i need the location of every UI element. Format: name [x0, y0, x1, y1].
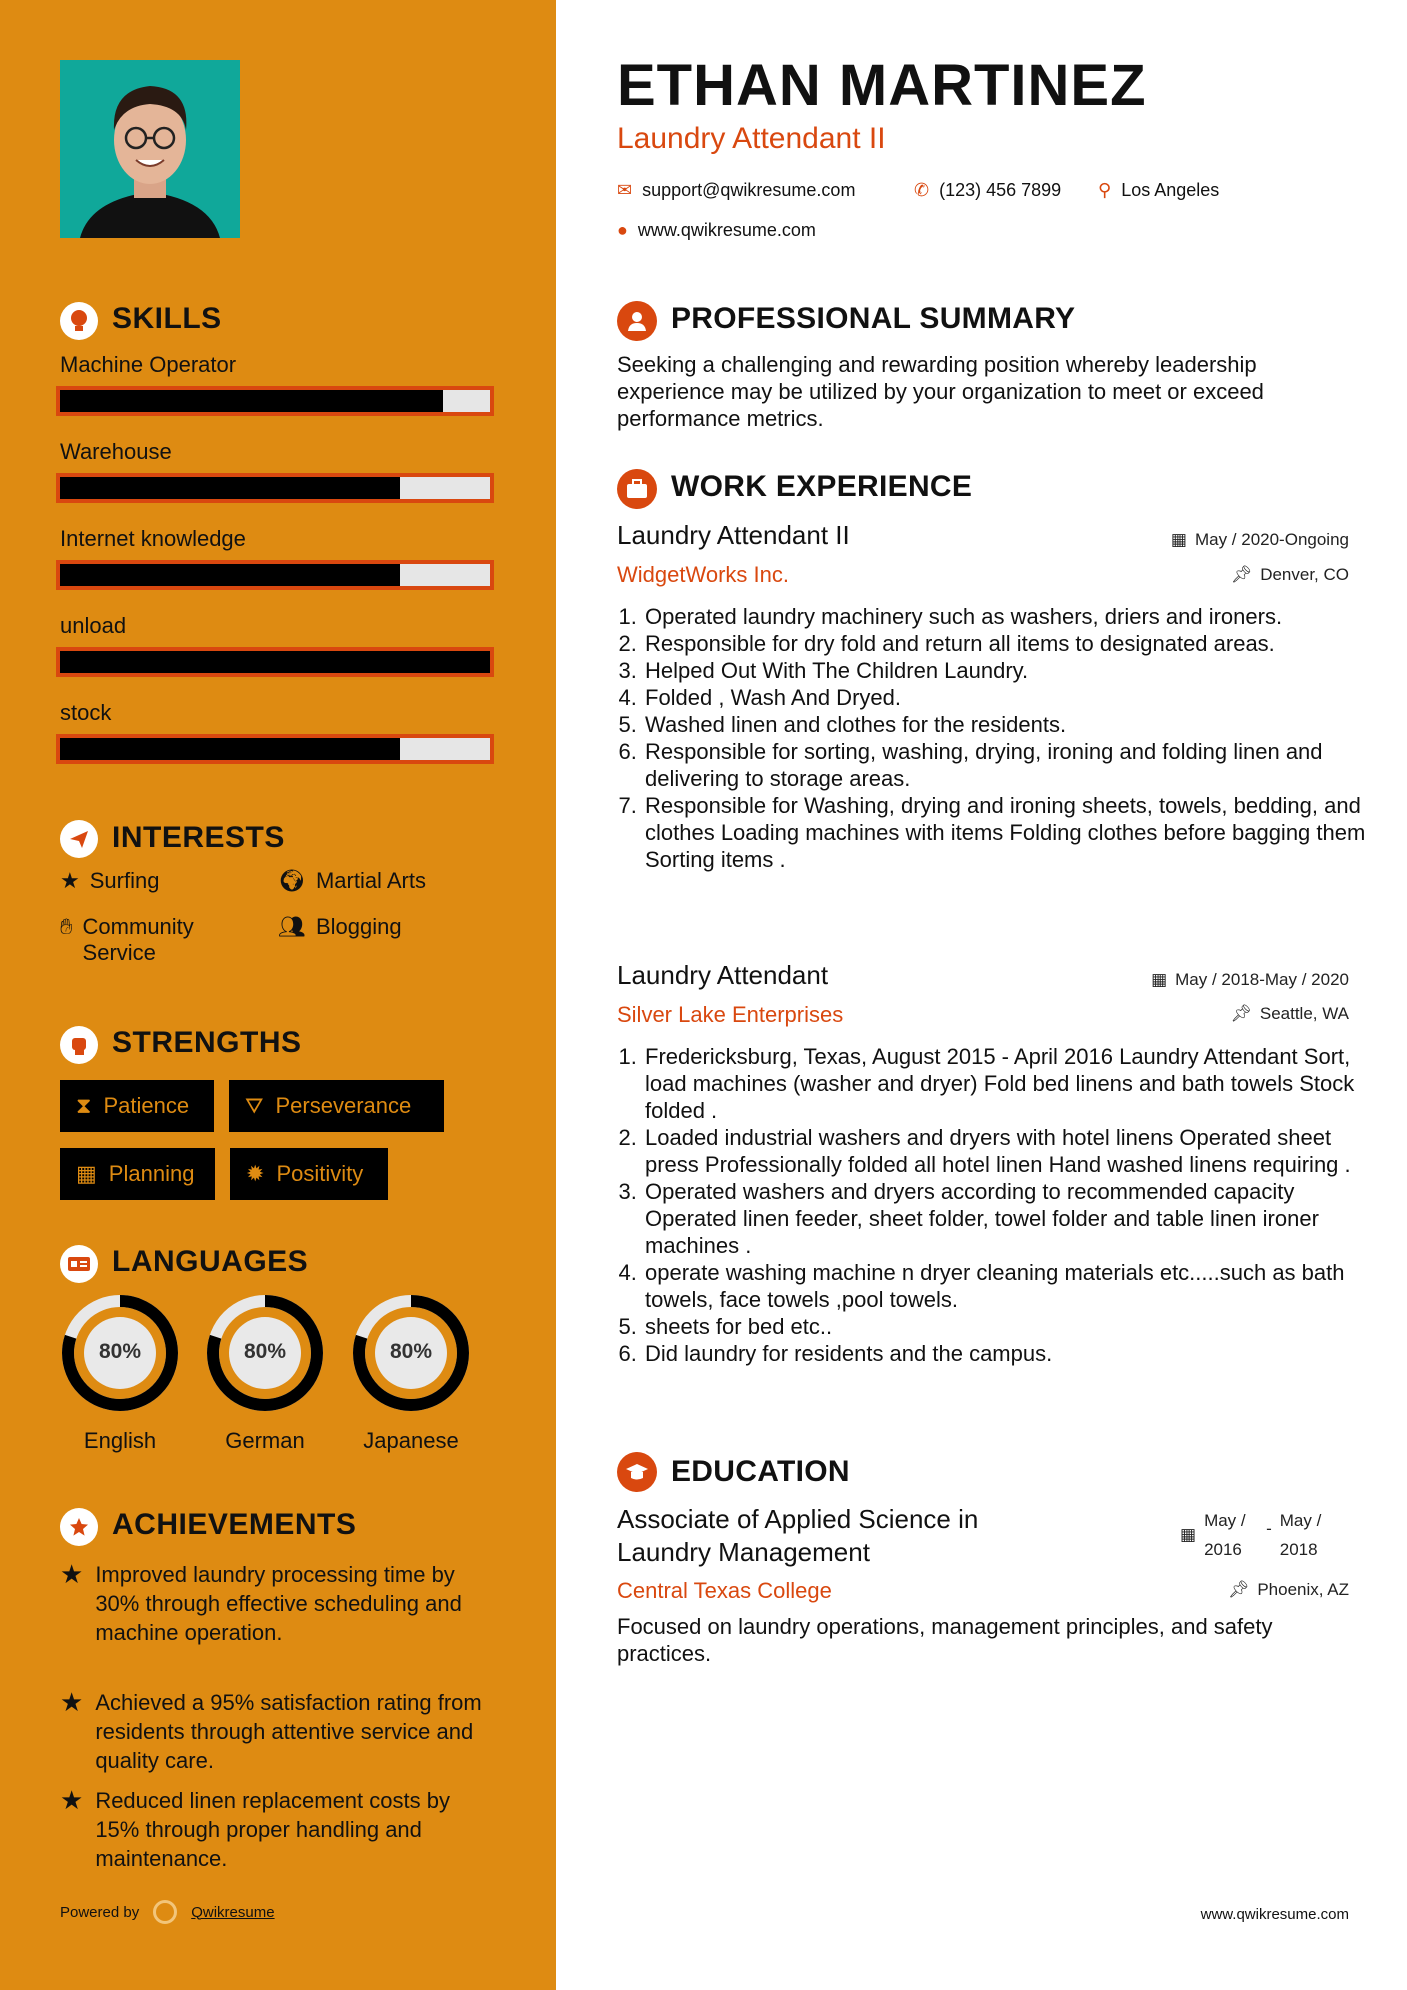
job-1-company: WidgetWorks Inc.	[617, 562, 789, 587]
list-item: 6. Did laundry for residents and the campus.	[643, 1340, 1381, 1367]
calendar-icon: ▦	[1151, 970, 1168, 989]
bulb-icon	[60, 302, 98, 340]
language-label: Japanese	[363, 1428, 459, 1453]
list-item: 5. Washed linen and clothes for the residents.	[643, 711, 1373, 738]
language-label: German	[225, 1428, 305, 1453]
skill-bar-fill	[60, 738, 400, 760]
phone-icon: ✆	[914, 180, 930, 200]
users-icon: 👥︎	[278, 914, 306, 939]
skill-bar-fill	[60, 390, 443, 412]
job-2-company: Silver Lake Enterprises	[617, 1002, 844, 1027]
contact-website: ● www.qwikresume.com	[617, 220, 816, 240]
language-label: English	[83, 1428, 157, 1453]
language-percent: 80%	[243, 1340, 287, 1363]
pin-icon: 📌︎	[1227, 1580, 1250, 1599]
achievement-item: ★ Improved laundry processing time by 30% through effective scheduling and machine operation.	[60, 1559, 462, 1645]
sun-icon: ✹	[246, 1161, 265, 1186]
list-item: 1. Fredericksburg, Texas, August 2015 - April 2016 Laundry Attendant Sort, load machines (washer and dryer) Fold bed linens and bath towels Stock folded .	[643, 1043, 1381, 1124]
list-item: 3. Helped Out With The Children Laundry.	[643, 657, 1373, 684]
language-item	[205, 1293, 325, 1454]
globe-icon: 🌍︎	[278, 868, 306, 893]
list-item: 4. operate washing machine n dryer cleaning materials etc.....such as bath towels, face towels ,pool towels.	[643, 1259, 1381, 1313]
star-burst-icon: ★	[60, 1559, 84, 1589]
job-2-title: Laundry Attendant	[617, 960, 829, 990]
education-dates: ▦ May / 2016 - May / 2018	[1180, 1506, 1334, 1564]
avatar	[60, 60, 240, 238]
calendar-icon: ▦	[76, 1161, 97, 1186]
job-1-bullets	[611, 603, 1373, 873]
interests-heading: INTERESTS	[112, 821, 285, 854]
footer-website[interactable]: www.qwikresume.com	[1200, 1906, 1349, 1923]
skill-label: Warehouse	[60, 439, 172, 464]
envelope-icon: ✉	[617, 180, 633, 200]
qwikresume-logo-icon	[153, 1900, 177, 1924]
briefcase-icon	[617, 469, 657, 509]
trophy-star-icon	[60, 1508, 98, 1546]
list-item: 7. Responsible for Washing, drying and ironing sheets, towels, bedding, and clothes Loading machines with items Folding clothes before bagging them Sorting items .	[643, 792, 1373, 873]
strength-badge: ⧗ Patience	[60, 1080, 214, 1132]
qwikresume-link[interactable]: Qwikresume	[191, 1903, 275, 1921]
map-pin-icon: ⚲	[1098, 180, 1112, 200]
summary-heading: PROFESSIONAL SUMMARY	[671, 302, 1076, 335]
achievements-heading: ACHIEVEMENTS	[112, 1508, 357, 1541]
strength-badge: ✹ Positivity	[230, 1148, 388, 1200]
sidebar	[0, 0, 556, 1990]
achievement-item: ★ Reduced linen replacement costs by 15% through proper handling and maintenance.	[60, 1785, 450, 1871]
strengths-heading: STRENGTHS	[112, 1026, 302, 1059]
experience-heading: WORK EXPERIENCE	[671, 470, 973, 503]
skill-bar-fill	[60, 477, 400, 499]
user-icon	[617, 301, 657, 341]
interest-item: ★ Surfing	[60, 868, 160, 893]
powered-by: Powered by Qwikresume	[60, 1900, 275, 1924]
job-2-dates: ▦ May / 2018-May / 2020	[1151, 970, 1349, 989]
skill-bar-fill	[60, 564, 400, 586]
language-item	[60, 1293, 180, 1454]
languages-heading: LANGUAGES	[112, 1245, 309, 1278]
skill-bar-fill	[60, 651, 490, 673]
interest-item: 👥︎ Blogging	[278, 914, 402, 939]
skills-heading: SKILLS	[112, 302, 222, 335]
skill-label: unload	[60, 613, 127, 638]
list-item: 1. Operated laundry machinery such as washers, driers and ironers.	[643, 603, 1373, 630]
skill-bar	[56, 647, 494, 677]
job-title: Laundry Attendant II	[617, 122, 886, 155]
list-item: 2. Responsible for dry fold and return all items to designated areas.	[643, 630, 1373, 657]
hand-icon: ✋︎	[60, 914, 73, 939]
strength-badge: ▦ Planning	[60, 1148, 215, 1200]
job-1-title: Laundry Attendant II	[617, 520, 850, 550]
contact-email: ✉ support@qwikresume.com	[617, 180, 856, 200]
education-school: Central Texas College	[617, 1578, 832, 1603]
interest-item: 🌍︎ Martial Arts	[278, 868, 426, 893]
skill-bar	[56, 560, 494, 590]
skill-bar	[56, 734, 494, 764]
job-2-location: 📌︎ Seattle, WA	[1230, 1004, 1349, 1023]
achievement-item: ★ Achieved a 95% satisfaction rating from residents through attentive service and quality care.	[60, 1687, 482, 1773]
list-item: 2. Loaded industrial washers and dryers with hotel linens Operated sheet press Professionally folded all hotel linen Hand washed linens requiring .	[643, 1124, 1381, 1178]
job-2-bullets	[611, 1043, 1381, 1367]
skill-label: Machine Operator	[60, 352, 237, 377]
contact-location: ⚲ Los Angeles	[1098, 180, 1220, 200]
contact-phone: ✆ (123) 456 7899	[914, 180, 1062, 200]
list-item: 5. sheets for bed etc..	[643, 1313, 1381, 1340]
hourglass-icon: ⧗	[76, 1093, 92, 1118]
education-location: 📌︎ Phoenix, AZ	[1227, 1580, 1349, 1599]
list-item: 3. Operated washers and dryers according to recommended capacity Operated linen feeder, sheet folder, towel folder and table linen ironer machines .	[643, 1178, 1381, 1259]
job-1-dates: ▦ May / 2020-Ongoing	[1170, 530, 1349, 549]
list-item: 6. Responsible for sorting, washing, drying, ironing and folding linen and delivering to storage areas.	[643, 738, 1373, 792]
id-card-icon	[60, 1245, 98, 1283]
strength-badge: ⛛ Perseverance	[229, 1080, 444, 1132]
road-icon: ⛛	[245, 1093, 264, 1118]
calendar-icon: ▦	[1170, 530, 1187, 549]
star-burst-icon: ★	[60, 1785, 84, 1815]
education-degree: Associate of Applied Science in Laundry Management	[617, 1504, 979, 1567]
summary-text: Seeking a challenging and rewarding position whereby leadership experience may be utilized by your organization to meet or exceed performance metrics.	[617, 352, 1264, 431]
interest-item: ✋︎ Community Service	[60, 914, 194, 965]
graduation-icon	[617, 1452, 657, 1492]
globe-icon: ●	[617, 220, 628, 240]
calendar-icon: ▦	[1180, 1525, 1197, 1544]
skill-label: stock	[60, 700, 112, 725]
education-heading: EDUCATION	[671, 1455, 850, 1488]
pin-icon: 📌︎	[1230, 565, 1253, 584]
list-item: 4. Folded , Wash And Dryed.	[643, 684, 1373, 711]
skill-label: Internet knowledge	[60, 526, 246, 551]
paper-plane-icon	[60, 820, 98, 858]
language-percent: 80%	[389, 1340, 433, 1363]
fist-icon	[60, 1026, 98, 1064]
language-item	[351, 1293, 471, 1454]
language-percent: 80%	[98, 1340, 142, 1363]
profile-photo	[60, 60, 240, 238]
job-1-location: 📌︎ Denver, CO	[1230, 565, 1349, 584]
candidate-name: ETHAN MARTINEZ	[617, 53, 1147, 118]
skill-bar	[56, 473, 494, 503]
skill-bar	[56, 386, 494, 416]
education-description: Focused on laundry operations, management principles, and safety practices.	[617, 1614, 1273, 1666]
star-burst-icon: ★	[60, 1687, 84, 1717]
pin-icon: 📌︎	[1230, 1004, 1252, 1023]
star-icon: ★	[60, 868, 80, 893]
